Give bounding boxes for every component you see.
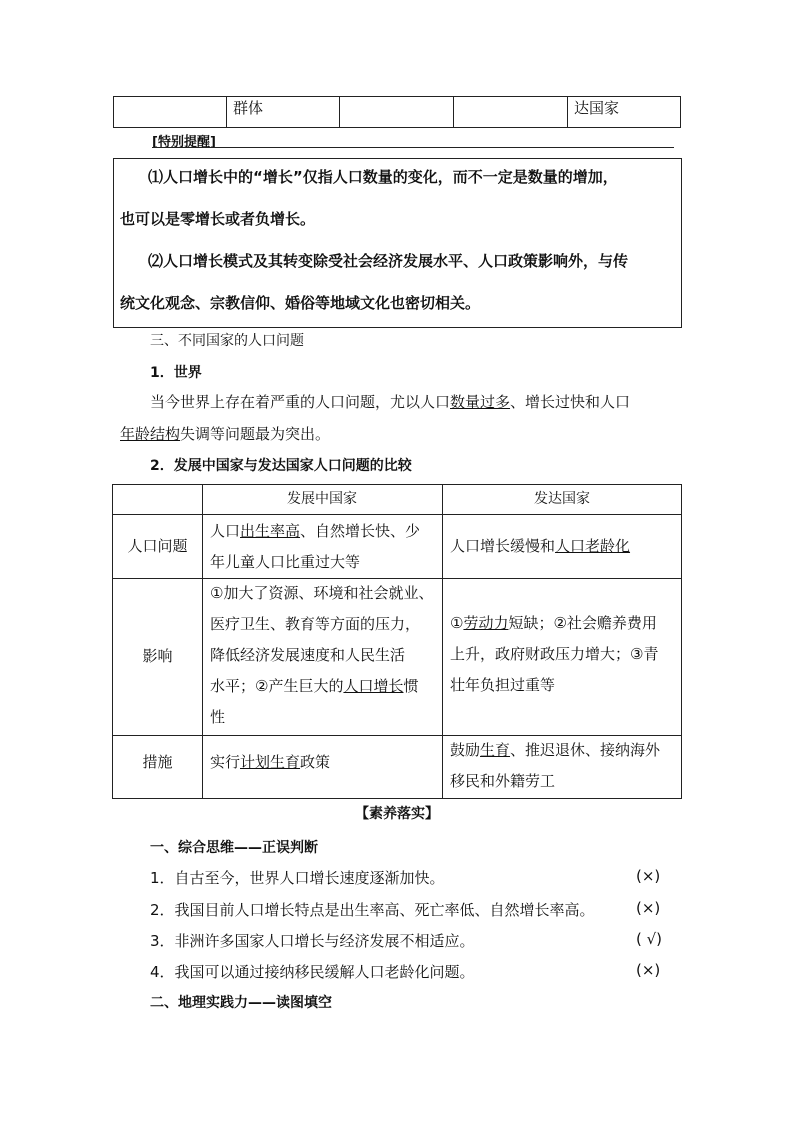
table-cell: 达国家	[574, 99, 620, 117]
header-developing: 发展中国家	[287, 491, 357, 507]
row-label-measures: 措施	[142, 753, 173, 771]
table-cell	[454, 97, 568, 127]
judgement-item: 2．我国目前人口增长特点是出生率高、死亡率低、自然增长率高。	[150, 901, 595, 919]
judgement-answer: ( √)	[636, 930, 663, 948]
table-cell: 群体	[227, 97, 340, 127]
row-label-problems: 人口问题	[127, 537, 188, 555]
divider	[442, 485, 443, 798]
part-heading: 一、综合思维——正误判断	[150, 840, 318, 856]
header-developed: 发达国家	[534, 491, 590, 507]
developing-problems: 人口出生率高、自然增长快、少 年儿童人口比重过大等	[210, 522, 421, 571]
world-paragraph: 当今世界上存在着严重的人口问题，尤以人口数量过多、增长过快和人口 年龄结构失调等问题最为突出。	[120, 393, 631, 443]
judgement-answer: (×)	[636, 867, 661, 885]
developing-measures: 实行计划生育政策	[210, 753, 331, 771]
literacy-title: 【素养落实】	[355, 806, 439, 822]
judgement-answer: (×)	[636, 961, 661, 979]
judgement-answer: (×)	[636, 899, 661, 917]
table-cell	[340, 97, 454, 127]
developed-problems: 人口增长缓慢和人口老龄化	[450, 537, 631, 555]
row-label-impact: 影响	[142, 647, 173, 665]
developed-measures: 鼓励生育、推迟退休、接纳海外 移民和外籍劳工	[450, 741, 661, 790]
developed-impact: ①劳动力短缺；②社会赡养费用 上升，政府财政压力增大；③青 壮年负担过重等	[450, 614, 659, 694]
subsection-heading: 1．世界	[150, 365, 202, 381]
judgement-item: 4．我国可以通过接纳移民缓解人口老龄化问题。	[150, 963, 475, 981]
divider	[202, 485, 203, 798]
reminder-item-2: ⑵人口增长模式及其转变除受社会经济发展水平、人口政策影响外，与传 统文化观念、宗教信仰、婚俗等地域文化也密切相关。	[120, 252, 629, 312]
section-heading: 三、不同国家的人口问题	[150, 333, 304, 349]
continued-table-row	[113, 96, 681, 128]
divider	[152, 147, 674, 148]
comparison-table	[112, 484, 682, 799]
developing-impact: ①加大了资源、环境和社会就业、 医疗卫生、教育等方面的压力， 降低经济发展速度和人民生活 水平；②产生巨大的人口增长惯 性	[210, 584, 434, 726]
reminder-item-1: ⑴人口增长中的“增长”仅指人口数量的变化，而不一定是数量的增加， 也可以是零增长或者负增长。	[120, 168, 618, 228]
judgement-item: 3．非洲许多国家人口增长与经济发展不相适应。	[150, 932, 475, 950]
judgement-item: 1．自古至今，世界人口增长速度逐渐加快。	[150, 869, 445, 887]
subsection-heading: 2．发展中国家与发达国家人口问题的比较	[150, 458, 412, 474]
part-heading: 二、地理实践力——读图填空	[150, 995, 332, 1011]
table-cell	[114, 97, 227, 127]
special-reminder-label: [特别提醒]	[152, 135, 216, 150]
